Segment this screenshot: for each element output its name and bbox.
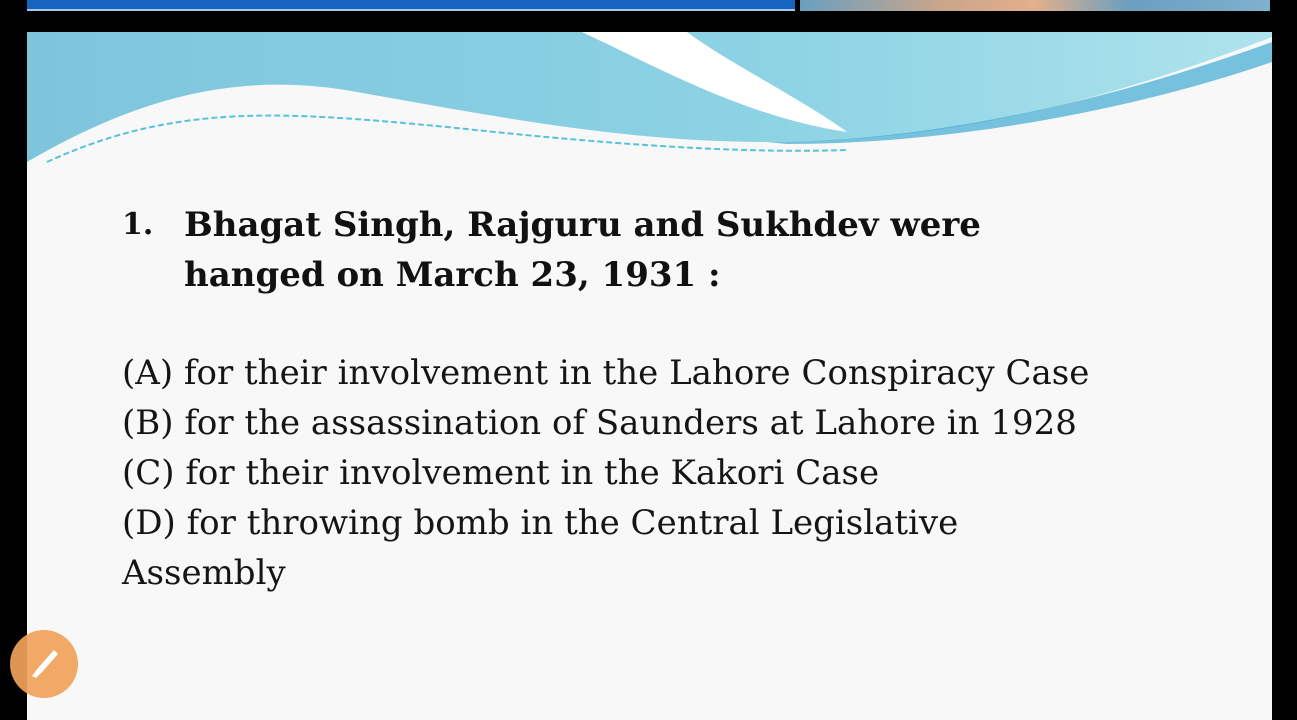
option-d: (D) for throwing bomb in the Central Legislative bbox=[122, 503, 959, 543]
options-list bbox=[122, 348, 1172, 598]
slide bbox=[27, 32, 1272, 720]
header-wave-decoration bbox=[27, 32, 1272, 182]
webcam-feed bbox=[800, 0, 1270, 11]
option-b: (B) for the assassination of Saunders at Lahore in 1928 bbox=[122, 403, 1077, 443]
top-banner bbox=[27, 0, 795, 11]
pen-icon bbox=[26, 646, 62, 682]
option-c: (C) for their involvement in the Kakori Case bbox=[122, 453, 880, 493]
question-text: Bhagat Singh, Rajguru and Sukhdev were hanged on March 23, 1931 : bbox=[184, 205, 981, 295]
annotation-pen-button[interactable] bbox=[10, 630, 78, 698]
option-d-continued: Assembly bbox=[122, 553, 286, 593]
question-number: 1. bbox=[122, 207, 154, 242]
option-a: (A) for their involvement in the Lahore Conspiracy Case bbox=[122, 353, 1090, 393]
